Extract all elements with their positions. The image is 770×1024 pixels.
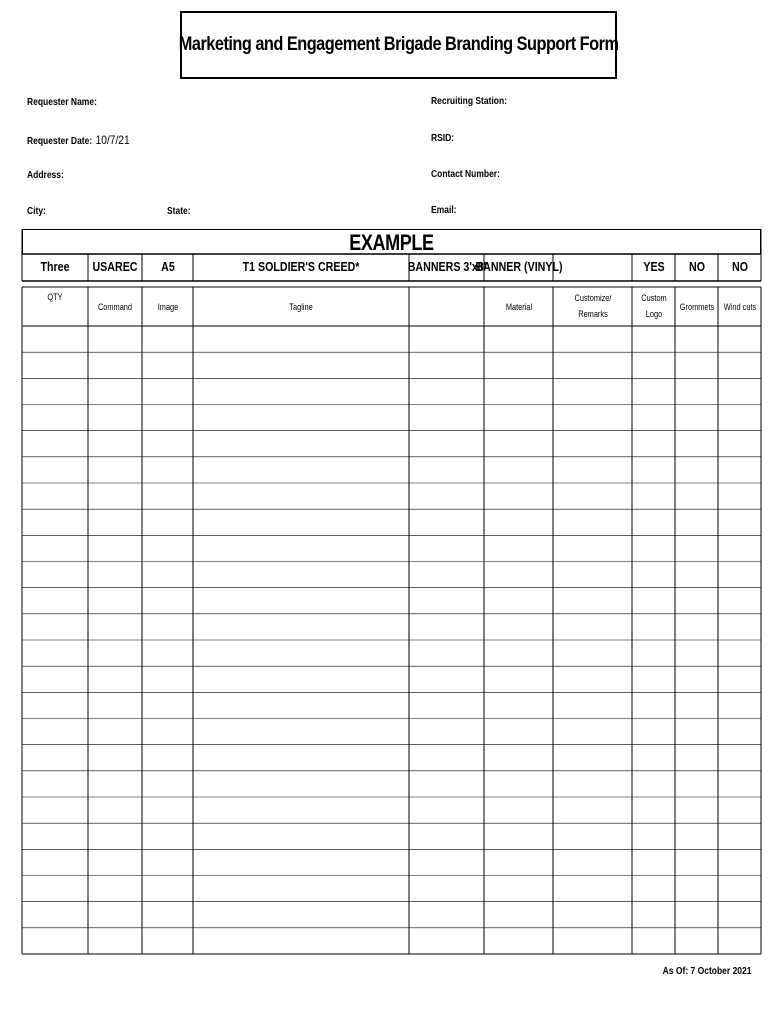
table-header-cell: Material	[505, 302, 532, 312]
example-cell: A5	[160, 259, 175, 274]
example-cell: BANNER (VINYL)	[474, 259, 563, 274]
table-header-cell: Customize/ Remarks	[574, 293, 611, 319]
example-cell: NO	[688, 259, 705, 274]
example-label: EXAMPLE	[349, 230, 434, 255]
table-header-cell: Image	[157, 302, 178, 312]
example-cell: YES	[642, 259, 665, 274]
city-label: City:	[27, 206, 46, 217]
example-cell: T1 SOLDIER'S CREED*	[242, 259, 360, 274]
table-header-cell: Tagline	[289, 302, 313, 312]
table-header-cell: Grommets	[679, 302, 714, 312]
requester-date-value[interactable]: 10/7/21	[95, 133, 130, 147]
example-cell: USAREC	[92, 259, 138, 274]
table-header-cell: QTY	[47, 292, 63, 302]
table-header-cell: Command	[97, 302, 133, 312]
as-of-date: As Of: 7 October 2021	[662, 966, 751, 977]
requester-name-label: Requester Name:	[27, 97, 97, 108]
address-label: Address:	[27, 170, 64, 181]
form-title-box	[180, 11, 617, 79]
email-label: Email:	[431, 205, 457, 216]
recruiting-station-label: Recruiting Station:	[431, 96, 508, 107]
table-header-cell: Wind cuts	[723, 302, 756, 312]
table-header-cell: Custom Logo	[640, 293, 667, 319]
example-cell: Three	[40, 259, 70, 274]
rsid-label: RSID:	[431, 133, 455, 144]
form-title: Marketing and Engagement Brigade Branding Support Form	[178, 34, 619, 55]
example-cell: NO	[731, 259, 748, 274]
example-cell: BANNERS 3'x8'	[407, 259, 486, 274]
state-label: State:	[167, 206, 191, 217]
example-banner	[22, 229, 761, 254]
requester-date-label: Requester Date: 10/7/21	[27, 133, 130, 147]
contact-number-label: Contact Number:	[431, 169, 500, 180]
